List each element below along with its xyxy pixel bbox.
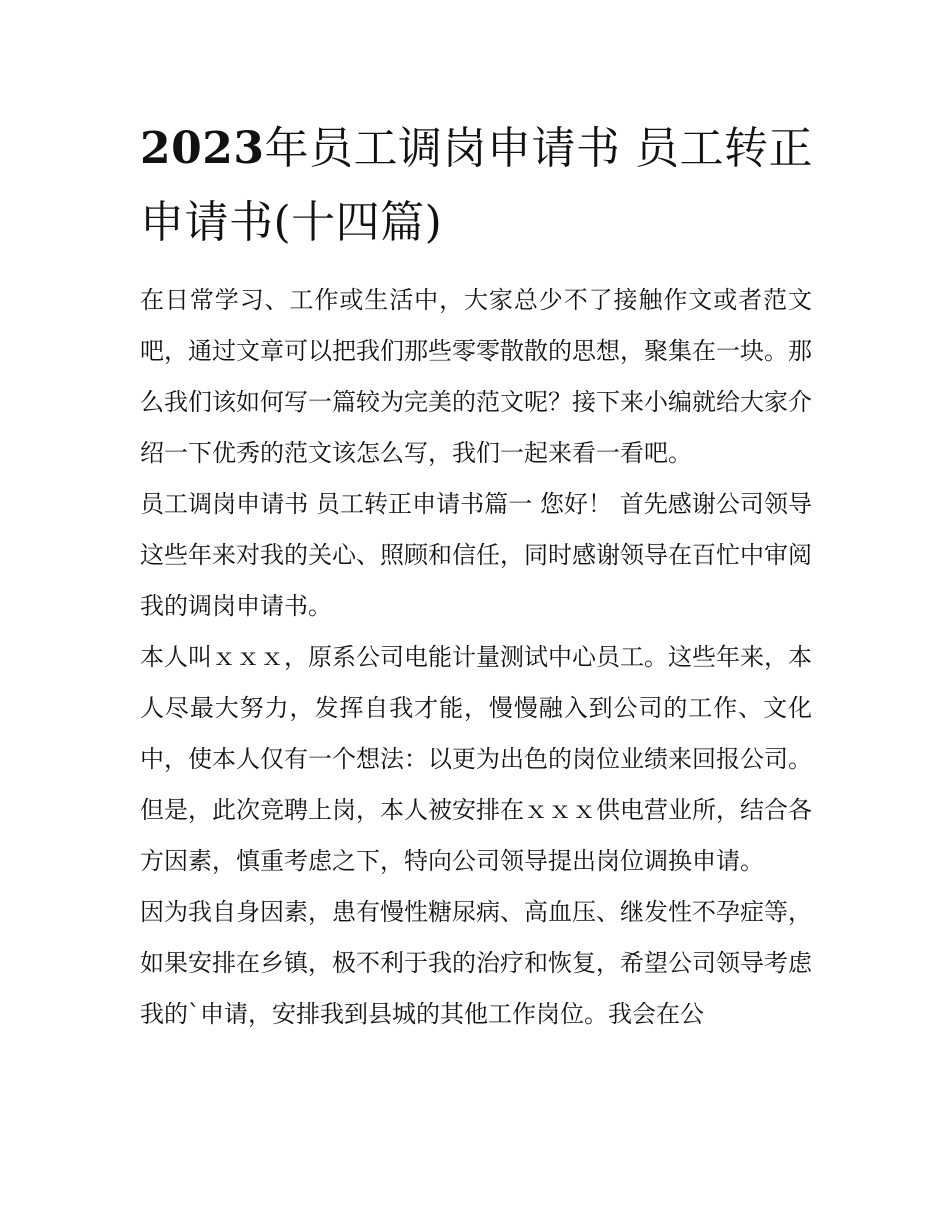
paragraph-background: 本人叫ｘｘｘ，原系公司电能计量测试中心员工。这些年来，本人尽最大努力，发挥自我才能，慢慢融入到公司的工作、文化中，使本人仅有一个想法：以更为出色的岗位业绩来回报公司。但是，此次竞聘上岗，本人被安排在ｘｘｘ供电营业所，结合各方因素，慎重考虑之下，特向公司领导提出岗位调换申请。 [140, 643, 812, 875]
paragraph-reason: 因为我自身因素，患有慢性糖尿病、高血压、继发性不孕症等，如果安排在乡镇，极不利于我的治疗和恢复，希望公司领导考虑我的`申请，安排我到县城的其他工作岗位。我会在公 [140, 898, 812, 1028]
document-body [140, 275, 812, 1040]
paragraph-intro: 在日常学习、工作或生活中，大家总少不了接触作文或者范文吧，通过文章可以把我们那些零零散散的思想，聚集在一块。那么我们该如何写一篇较为完美的范文呢？接下来小编就给大家介绍一下优秀的范文该怎么写，我们一起来看一看吧。 [140, 286, 812, 467]
title-text: 年员工调岗申请书 员工转正申请书(十四篇) [140, 123, 813, 248]
document-title [140, 112, 820, 260]
paragraph-greeting: 员工调岗申请书 员工转正申请书篇一 您好！ 首先感谢公司领导这些年来对我的关心、照顾和信任，同时感谢领导在百忙中审阅我的调岗申请书。 [140, 490, 812, 620]
title-year: 2023 [140, 123, 265, 174]
